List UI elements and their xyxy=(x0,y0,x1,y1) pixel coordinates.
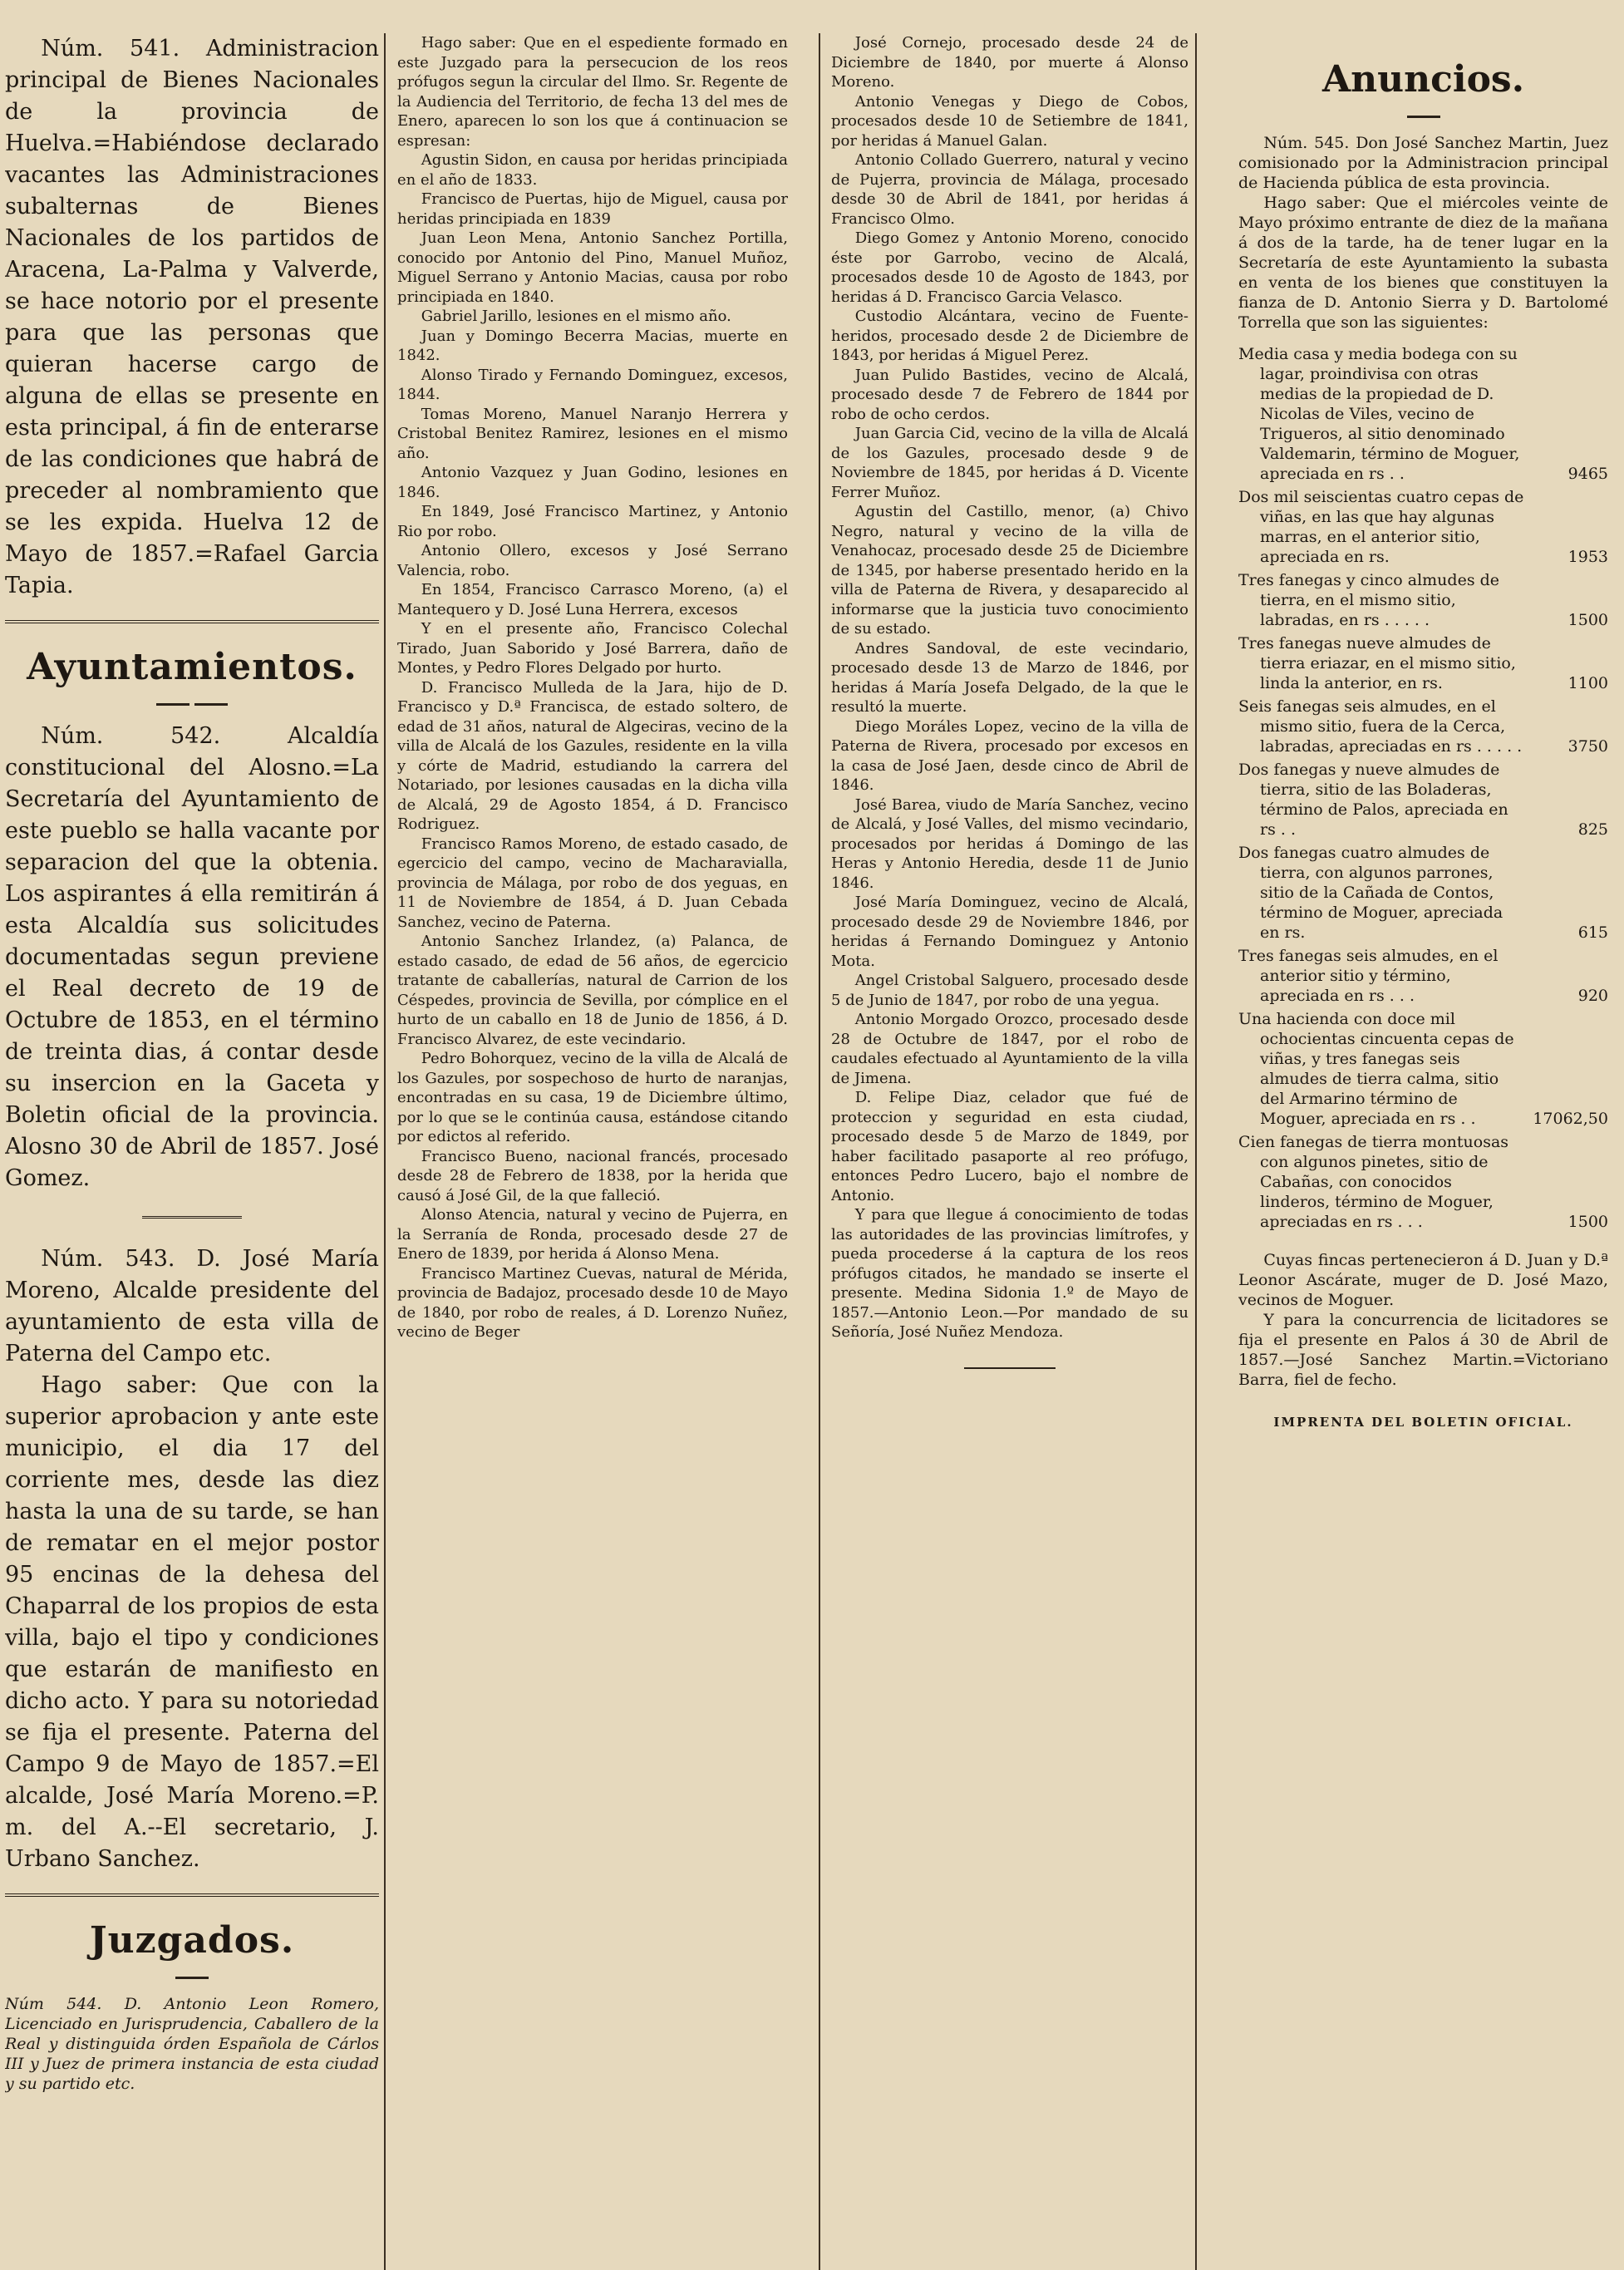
list-item: Andres Sandoval, de este vecindario, procesado desde 13 de Marzo de 1846, por heridas á María Josefa Delgado, de la que le resultó la muerte. xyxy=(831,639,1188,716)
list-item: José Cornejo, procesado desde 24 de Diciembre de 1840, por muerte á Alonso Moreno. xyxy=(831,34,1188,91)
list-item: Angel Cristobal Salguero, procesado desde 5 de Junio de 1847, por robo de una yegua. xyxy=(831,972,1188,1009)
ornament xyxy=(5,1967,379,1982)
list-item: Agustin Sidon, en causa por heridas principiada en el año de 1833. xyxy=(397,151,788,189)
list-item: Custodio Alcántara, vecino de Fuente-heridos, procesado desde 2 de Diciembre de 1843, por heridas á Miguel Perez. xyxy=(831,308,1188,364)
list-item xyxy=(1238,633,1608,693)
list-item: Antonio Morgado Orozco, procesado desde 28 de Octubre de 1847, por el robo de caudales efectuado al Ayuntamiento de la villa de Jimena. xyxy=(831,1011,1188,1087)
lot-description: Dos fanegas cuatro almudes de tierra, con algunos parrones, sitio de la Cañada de Contos, término de Moguer, apreciada en rs. xyxy=(1238,844,1503,942)
list-item xyxy=(1238,697,1608,756)
notice-text: Y para la concurrencia de licitadores se fija el presente en Palos á 30 de Abril de 1857.—José Sanchez Martin.=Victoriano Barra, fiel de fecho. xyxy=(1238,1311,1608,1389)
list-item: Antonio Sanchez Irlandez, (a) Palanca, de estado casado, de edad de 56 años, de egercicio tratante de caballerías, natural de Carrion de los Céspedes, provincia de Sevilla, por cómplice en el hurto de un caballo en 18 de Junio de 1856, á D. Francisco Alvarez, de este vecindario. xyxy=(397,933,788,1048)
lot-description: Tres fanegas seis almudes, en el anterior sitio y término, apreciada en rs . . . xyxy=(1238,947,1499,1005)
list-item: Alonso Tirado y Fernando Dominguez, excesos, 1844. xyxy=(397,366,788,403)
lot-price: 1500 xyxy=(1567,611,1608,629)
lot-price: 920 xyxy=(1577,987,1608,1005)
notice-text: Núm. 542. Alcaldía constitucional del Alosno.=La Secretaría del Ayuntamiento de este pueblo se halla vacante por separacion del que la obtenia. Los aspirantes á ella remitirán á esta Alcaldía sus solicitudes documentadas segun previene el Real decreto de 19 de Octubre de 1853, en el término de treinta dias, á contar desde su insercion en la Gaceta y Boletin oficial de la provincia. Alosno 30 de Abril de 1857. José Gomez. xyxy=(5,723,379,1191)
notice-542 xyxy=(5,721,379,1194)
list-item: Agustin del Castillo, menor, (a) Chivo Negro, natural y vecino de la villa de Venahocaz, procesado desde 25 de Diciembre de 1345, por haberse presentado herido en la villa de Paterna de Rivera, y desaparecido al informarse que la justicia tuvo conocimiento de su estado. xyxy=(831,503,1188,638)
lot-price: 3750 xyxy=(1567,737,1608,756)
notice-text: Hago saber: Que el miércoles veinte de Mayo próximo entrante de diez de la mañana á dos de la tarde, ha de tener lugar en la Secretaría de este Ayuntamiento la subasta en venta de los bienes que constituyen la fianza de D. Antonio Sierra y D. Bartolomé Torrella que son las siguientes: xyxy=(1238,194,1608,332)
notice-543 xyxy=(5,1243,379,1875)
notice-text: Cuyas fincas pertenecieron á D. Juan y D.ª Leonor Ascárate, muger de D. José Mazo, vecinos de Moguer. xyxy=(1238,1251,1608,1309)
lot-description: Una hacienda con doce mil ochocientas cincuenta cepas de viñas, y tres fanegas seis almudes de tierra calma, sitio del Armarino término de Moguer, apreciada en rs . . xyxy=(1238,1010,1514,1128)
section-heading-ayuntamientos: Ayuntamientos. xyxy=(27,646,357,688)
notice-text: Núm. 545. Don José Sanchez Martin, Juez comisionado por la Administracion principal de Hacienda pública de esta provincia. xyxy=(1238,134,1608,192)
list-item: Tomas Moreno, Manuel Naranjo Herrera y Cristobal Benitez Ramirez, lesiones en el mismo año. xyxy=(397,405,788,462)
list-item: Diego Moráles Lopez, vecino de la villa de Paterna de Rivera, procesado por excesos en la casa de José Jaen, desde cinco de Abril de 1846. xyxy=(831,717,1188,794)
lots-list xyxy=(1238,344,1608,1232)
list-item: Antonio Vazquez y Juan Godino, lesiones en 1846. xyxy=(397,464,788,501)
lot-price: 17062,50 xyxy=(1533,1110,1608,1128)
lot-description: Dos mil seiscientas cuatro cepas de viñas, en las que hay algunas marras, en el anterior sitio, apreciada en rs. xyxy=(1238,488,1524,566)
list-item: Alonso Atencia, natural y vecino de Pujerra, en la Serranía de Ronda, procesado desde 27 de Enero de 1839, por herida á Alonso Mena. xyxy=(397,1206,788,1263)
lot-price: 9465 xyxy=(1567,465,1608,483)
ornament xyxy=(1238,106,1608,121)
column-1 xyxy=(5,33,379,2094)
list-item xyxy=(1238,1009,1608,1129)
list-item: En 1849, José Francisco Martinez, y Antonio Rio por robo. xyxy=(397,503,788,540)
lot-description: Tres fanegas nueve almudes de tierra eriazar, en el mismo sitio, linda la anterior, en rs. xyxy=(1238,634,1516,692)
list-item xyxy=(1238,843,1608,943)
list-item: D. Francisco Mulleda de la Jara, hijo de D. Francisco y D.ª Francisca, de estado soltero, de edad de 31 años, natural de Algeciras, vecino de la villa de Alcalá de los Gazules, residente en la villa y córte de Madrid, estudiando la carrera del Notariado, por lesiones causadas en la dicha villa de Alcalá, 29 de Agosto 1854, á D. Francisco Rodriguez. xyxy=(397,678,788,833)
list-item: Pedro Bohorquez, vecino de la villa de Alcalá de los Gazules, por sospechoso de hurto de naranjas, encontradas en su casa, 19 de Diciembre último, por lo que se le continúa causa, estándose citando por edictos al referido. xyxy=(397,1050,788,1145)
ornament xyxy=(5,693,379,709)
list-item: Juan Garcia Cid, vecino de la villa de Alcalá de los Gazules, procesado desde 9 de Noviembre de 1845, por heridas á D. Vicente Ferrer Muñoz. xyxy=(831,425,1188,501)
notice-544 xyxy=(5,1994,379,2094)
lot-description: Tres fanegas y cinco almudes de tierra, en el mismo sitio, labradas, en rs . . . . . xyxy=(1238,571,1500,629)
column-rule xyxy=(819,33,820,2270)
list-item: Juan y Domingo Becerra Macias, muerte en 1842. xyxy=(397,327,788,364)
lot-price: 1100 xyxy=(1567,674,1608,692)
section-heading-juzgados: Juzgados. xyxy=(89,1919,295,1962)
fugitives-list-continued xyxy=(831,33,1188,1342)
list-item: Francisco Martinez Cuevas, natural de Mérida, provincia de Badajoz, procesado desde 10 de Mayo de 1840, por robo de reales, á D. Lorenzo Nuñez, vecino de Beger xyxy=(397,1264,788,1341)
notice-text: Núm 544. D. Antonio Leon Romero, Licenciado en Jurisprudencia, Caballero de la Real y distinguida órden Española de Cárlos III y Juez de primera instancia de esta ciudad y su partido etc. xyxy=(5,1995,379,2093)
column-4 xyxy=(1238,33,1608,1430)
list-item xyxy=(1238,1132,1608,1232)
column-rule xyxy=(384,33,386,2270)
lot-price: 1953 xyxy=(1567,548,1608,566)
list-item: Antonio Collado Guerrero, natural y vecino de Pujerra, provincia de Málaga, procesado desde 30 de Abril de 1841, por heridas á Francisco Olmo. xyxy=(831,151,1188,228)
separator xyxy=(964,1367,1056,1369)
lot-price: 1500 xyxy=(1567,1213,1608,1231)
lot-description: Seis fanegas seis almudes, en el mismo sitio, fuera de la Cerca, labradas, apreciadas en rs . . . . . xyxy=(1238,697,1523,756)
printer-imprint: IMPRENTA DEL BOLETIN OFICIAL. xyxy=(1273,1415,1573,1430)
list-item: Y en el presente año, Francisco Colechal Tirado, Juan Saborido y José Barrera, daño de Montes, y Pedro Flores Delgado por hurto. xyxy=(397,620,788,677)
section-heading-anuncios: Anuncios. xyxy=(1321,58,1525,101)
list-item: Francisco de Puertas, hijo de Miguel, causa por heridas principiada en 1839 xyxy=(397,190,788,228)
list-item xyxy=(1238,487,1608,567)
column-rule xyxy=(1195,33,1197,2270)
separator xyxy=(5,1893,379,1901)
list-item: Hago saber: Que en el espediente formado en este Juzgado para la persecucion de los reos prófugos segun la circular del Ilmo. Sr. Regente de la Audiencia del Territorio, de fecha 13 del mes de Enero, aparecen lo son los que á continuacion se espresan: xyxy=(397,34,788,150)
list-item: Diego Gomez y Antonio Moreno, conocido éste por Garrobo, vecino de Alcalá, procesados desde 10 de Agosto de 1843, por heridas á D. Francisco Garcia Velasco. xyxy=(831,229,1188,306)
notice-text: Núm. 543. D. José María Moreno, Alcalde presidente del ayuntamiento de esta villa de Paterna del Campo etc. xyxy=(5,1246,379,1366)
separator xyxy=(142,1216,242,1222)
lot-price: 615 xyxy=(1577,923,1608,942)
list-item: José Barea, viudo de María Sanchez, vecino de Alcalá, y José Valles, del mismo vecindario, procesados por heridas á Domingo de las Heras y Antonio Heredia, desde 11 de Junio 1846. xyxy=(831,795,1188,892)
list-item: Juan Leon Mena, Antonio Sanchez Portilla, conocido por Antonio del Pino, Manuel Muñoz, Miguel Serrano y Antonio Macias, causa por robo principiada en 1840. xyxy=(397,229,788,306)
list-item: D. Felipe Diaz, celador que fué de proteccion y seguridad en esta ciudad, procesado desde 5 de Marzo de 1849, por haber facilitado pasaporte al reo prófugo, entonces Pedro Lucero, bajo el nombre de Antonio. xyxy=(831,1089,1188,1204)
lot-description: Media casa y media bodega con su lagar, proindivisa con otras medias de la propiedad de D. Nicolas de Viles, vecino de Trigueros, al sitio denominado Valdemarin, término de Moguer, apreciada en rs . . xyxy=(1238,345,1520,483)
list-item xyxy=(1238,344,1608,484)
separator xyxy=(5,620,379,628)
list-item: Gabriel Jarillo, lesiones en el mismo año. xyxy=(421,308,731,325)
column-2 xyxy=(397,33,788,1342)
lot-description: Cien fanegas de tierra montuosas con algunos pinetes, sitio de Cabañas, con conocidos linderos, término de Moguer, apreciadas en rs . . . xyxy=(1238,1133,1509,1231)
list-item xyxy=(1238,946,1608,1006)
notice-545-closing xyxy=(1238,1250,1608,1390)
lot-description: Dos fanegas y nueve almudes de tierra, sitio de las Boladeras, término de Palos, apreciada en rs . . xyxy=(1238,761,1508,839)
list-item: José María Dominguez, vecino de Alcalá, procesado desde 29 de Noviembre 1846, por heridas á Fernando Dominguez y Antonio Mota. xyxy=(831,894,1188,970)
list-item: Antonio Ollero, excesos y José Serrano Valencia, robo. xyxy=(397,542,788,579)
list-item: Francisco Bueno, nacional francés, procesado desde 28 de Febrero de 1838, por la herida que causó á José Gil, de la que falleció. xyxy=(397,1147,788,1204)
fugitives-list xyxy=(397,33,788,1342)
list-item: Y para que llegue á conocimiento de todas las autoridades de las provincias limítrofes, y pueda procederse á la captura de los reos prófugos citados, he mandado se inserte el presente. Medina Sidonia 1.º de Mayo de 1857.—Antonio Leon.—Por mandado de su Señoría, José Nuñez Mendoza. xyxy=(831,1206,1188,1341)
list-item: Francisco Ramos Moreno, de estado casado, de egercicio del campo, vecino de Macharavialla, provincia de Málaga, por robo de dos yeguas, en 11 de Noviembre de 1854, á D. Juan Cebada Sanchez, vecino de Paterna. xyxy=(397,835,788,931)
list-item: En 1854, Francisco Carrasco Moreno, (a) el Mantequero y D. José Luna Herrera, excesos xyxy=(397,581,788,618)
notice-text: Núm. 541. Administracion principal de Bienes Nacionales de la provincia de Huelva.=Habiéndose declarado vacantes las Administraciones subalternas de Bienes Nacionales de los partidos de Aracena, La-Palma y Valverde, se hace notorio por el presente para que las personas que quieran hacerse cargo de alguna de ellas se presente en esta principal, á fin de enterarse de las condiciones que habrá de preceder al nombramiento que se les expida. Huelva 12 de Mayo de 1857.=Rafael Garcia Tapia. xyxy=(5,36,379,598)
notice-text: Hago saber: Que con la superior aprobacion y ante este municipio, el dia 17 del corriente mes, desde las diez hasta la una de su tarde, se han de rematar en el mejor postor 95 encinas de la dehesa del Chaparral de los propios de esta villa, bajo el tipo y condiciones que estarán de manifiesto en dicho acto. Y para su notoriedad se fija el presente. Paterna del Campo 9 de Mayo de 1857.=El alcalde, José María Moreno.=P. m. del A.--El secretario, J. Urbano Sanchez. xyxy=(5,1372,379,1872)
list-item xyxy=(1238,570,1608,630)
notice-545 xyxy=(1238,133,1608,332)
column-3 xyxy=(831,33,1188,1394)
lot-price: 825 xyxy=(1577,820,1608,839)
list-item xyxy=(1238,760,1608,840)
list-item: Juan Pulido Bastides, vecino de Alcalá, procesado desde 7 de Febrero de 1844 por robo de ocho cerdos. xyxy=(831,366,1188,423)
list-item: Antonio Venegas y Diego de Cobos, procesados desde 10 de Setiembre de 1841, por heridas á Manuel Galan. xyxy=(831,92,1188,150)
notice-541 xyxy=(5,33,379,602)
